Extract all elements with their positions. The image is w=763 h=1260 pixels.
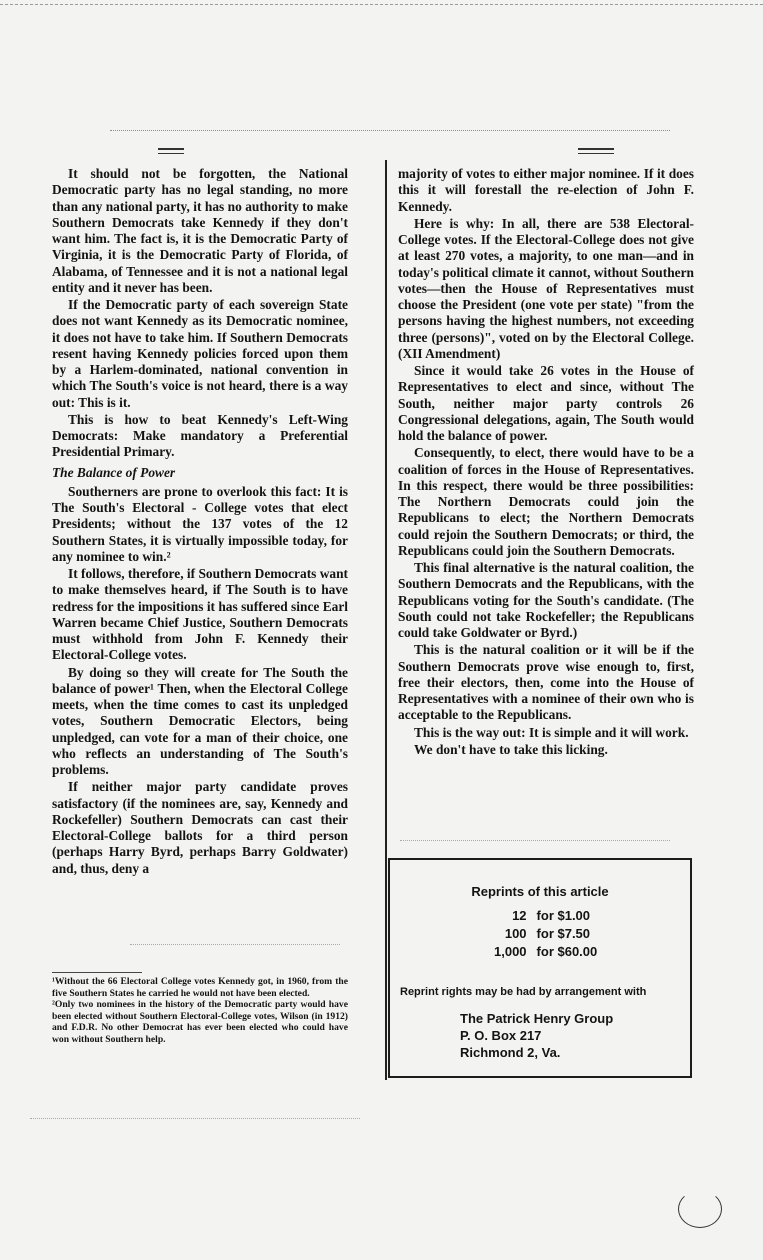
paragraph: This final alternative is the natural coalition, the Southern Democrats and the Republicans, with the Republicans voting for the South's candidate. (The South could not take Rockefeller; the Republicans could take Goldwater or Byrd.) [398, 560, 694, 640]
paragraph: Consequently, to elect, there would have to be a coalition of forces in the House of Representatives. In this respect, there would be three possibilities: The Northern Democrats could join the Republicans to elect; the Northern Democrats could rejoin the Southern Democrats; or third, the Republicans could join the Southern Democrats. [398, 445, 694, 558]
header-rule [110, 130, 670, 131]
price-amount: for $60.00 [536, 944, 598, 959]
paragraph: Since it would take 26 votes in the House of Representatives to elect and since, without The South, neither major party controls 26 Congressional delegations, again, The South would hold the balance of power. [398, 363, 694, 443]
price-qty: 1,000 [494, 944, 527, 959]
footnote: ¹Without the 66 Electoral College votes Kennedy got, in 1960, from the five Southern States he carried he would not have been elected. [52, 976, 348, 999]
reprint-title: Reprints of this article [471, 884, 609, 899]
paragraph: Southerners are prone to overlook this fact: It is The South's Electoral - College votes that elect Presidents; without the 137 votes of the 12 Southern States, it is virtually impossible today, for any nominee to win.² [52, 483, 348, 564]
scan-noise [30, 1118, 360, 1119]
publisher-address [460, 1010, 613, 1061]
price-row [494, 926, 597, 944]
left-column [52, 166, 348, 877]
paragraph: majority of votes to either major nominee. If it does this it will forestall the re-election of John F. Kennedy. [398, 166, 694, 214]
corner-mark [678, 1190, 722, 1228]
paragraph: Here is why: In all, there are 538 Electoral-College votes. If the Electoral-College does not give at least 270 votes, a majority, to one man—and in today's political climate it cannot, without Southern votes—then the House of Representatives must choose the President (one vote per state) "from the persons having the highest numbers, not exceeding three (persons)", voted on by the Electoral College. (XII Amendment) [398, 215, 694, 361]
price-qty: 100 [504, 926, 527, 941]
reprint-rights: Reprint rights may be had by arrangement with [400, 986, 647, 998]
left-column-ornament [158, 148, 184, 154]
footnote-rule [52, 972, 142, 973]
price-row [494, 944, 597, 962]
paragraph: We don't have to take this licking. [414, 741, 608, 757]
price-row [494, 908, 597, 926]
price-table [494, 908, 597, 962]
paragraph: It follows, therefore, if Southern Democrats want to make themselves heard, if The South is to have redress for the impositions it has suffered since Earl Warren became Chief Justice, Southern Democrats must withhold from John F. Kennedy their Electoral-College votes. [52, 566, 348, 663]
paragraph: It should not be forgotten, the National Democratic party has no legal standing, no more than any national party, it has no authority to make Southern Democrats take Kennedy if they don't want him. The fact is, it is the Democratic Party of Virginia, it is the Democratic Party of Florida, of Alabama, of Tennessee and it is not a national legal entity and it never has been. [52, 166, 348, 295]
publisher-name: The Patrick Henry Group [460, 1011, 614, 1026]
right-column [398, 166, 694, 758]
publisher-po-box: P. O. Box 217 [460, 1028, 542, 1043]
paragraph: If neither major party candidate proves satisfactory (if the nominees are, say, Kennedy and Rockefeller) Southern Democrats can cast their Electoral-College ballots for a third person (perhaps Harry Byrd, perhaps Barry Goldwater) and, thus, deny a [52, 779, 348, 876]
footnote: ²Only two nominees in the history of the Democratic party would have been elected without Southern Electoral-College votes, Wilson (in 1912) and F.D.R. No other Democrat has ever been elected who could have won without Southern help. [52, 999, 348, 1045]
paragraph: This is the natural coalition or it will be if the Southern Democrats prove wise enough to, first, free their electors, then, come into the House of Representatives with a nominee of their own who is acceptable to the Republicans. [398, 642, 694, 723]
section-heading: The Balance of Power [52, 464, 176, 480]
price-qty: 12 [512, 908, 527, 923]
paragraph: This is how to beat Kennedy's Left-Wing Democrats: Make mandatory a Preferential Presidential Primary. [52, 411, 348, 460]
scan-noise [130, 944, 340, 945]
paragraph: This is the way out: It is simple and it will work. [414, 724, 689, 740]
paragraph: By doing so they will create for The South the balance of power¹ Then, when the Electoral College meets, when the time comes to cast its unpledged votes, Southern Democratic Electors, being unpledged, can vote for a man of their choice, one who reflects an understanding of The South's problems. [52, 664, 348, 777]
paragraph: If the Democratic party of each sovereign State does not want Kennedy as its Democratic nominee, it does not have to take him. If Southern Democrats resent having Kennedy policies forced upon them by a Harlem-dominated, national convention in which The South's voice is not heard, there is a way out: This is it. [52, 297, 348, 410]
footnotes [52, 972, 348, 1046]
right-column-ornament [578, 148, 614, 154]
price-amount: for $1.00 [536, 908, 591, 923]
scan-noise [400, 840, 670, 841]
column-divider [385, 160, 387, 1080]
reprint-box [388, 858, 692, 1078]
price-amount: for $7.50 [536, 926, 591, 941]
publisher-city: Richmond 2, Va. [460, 1045, 561, 1060]
top-border [0, 4, 763, 5]
